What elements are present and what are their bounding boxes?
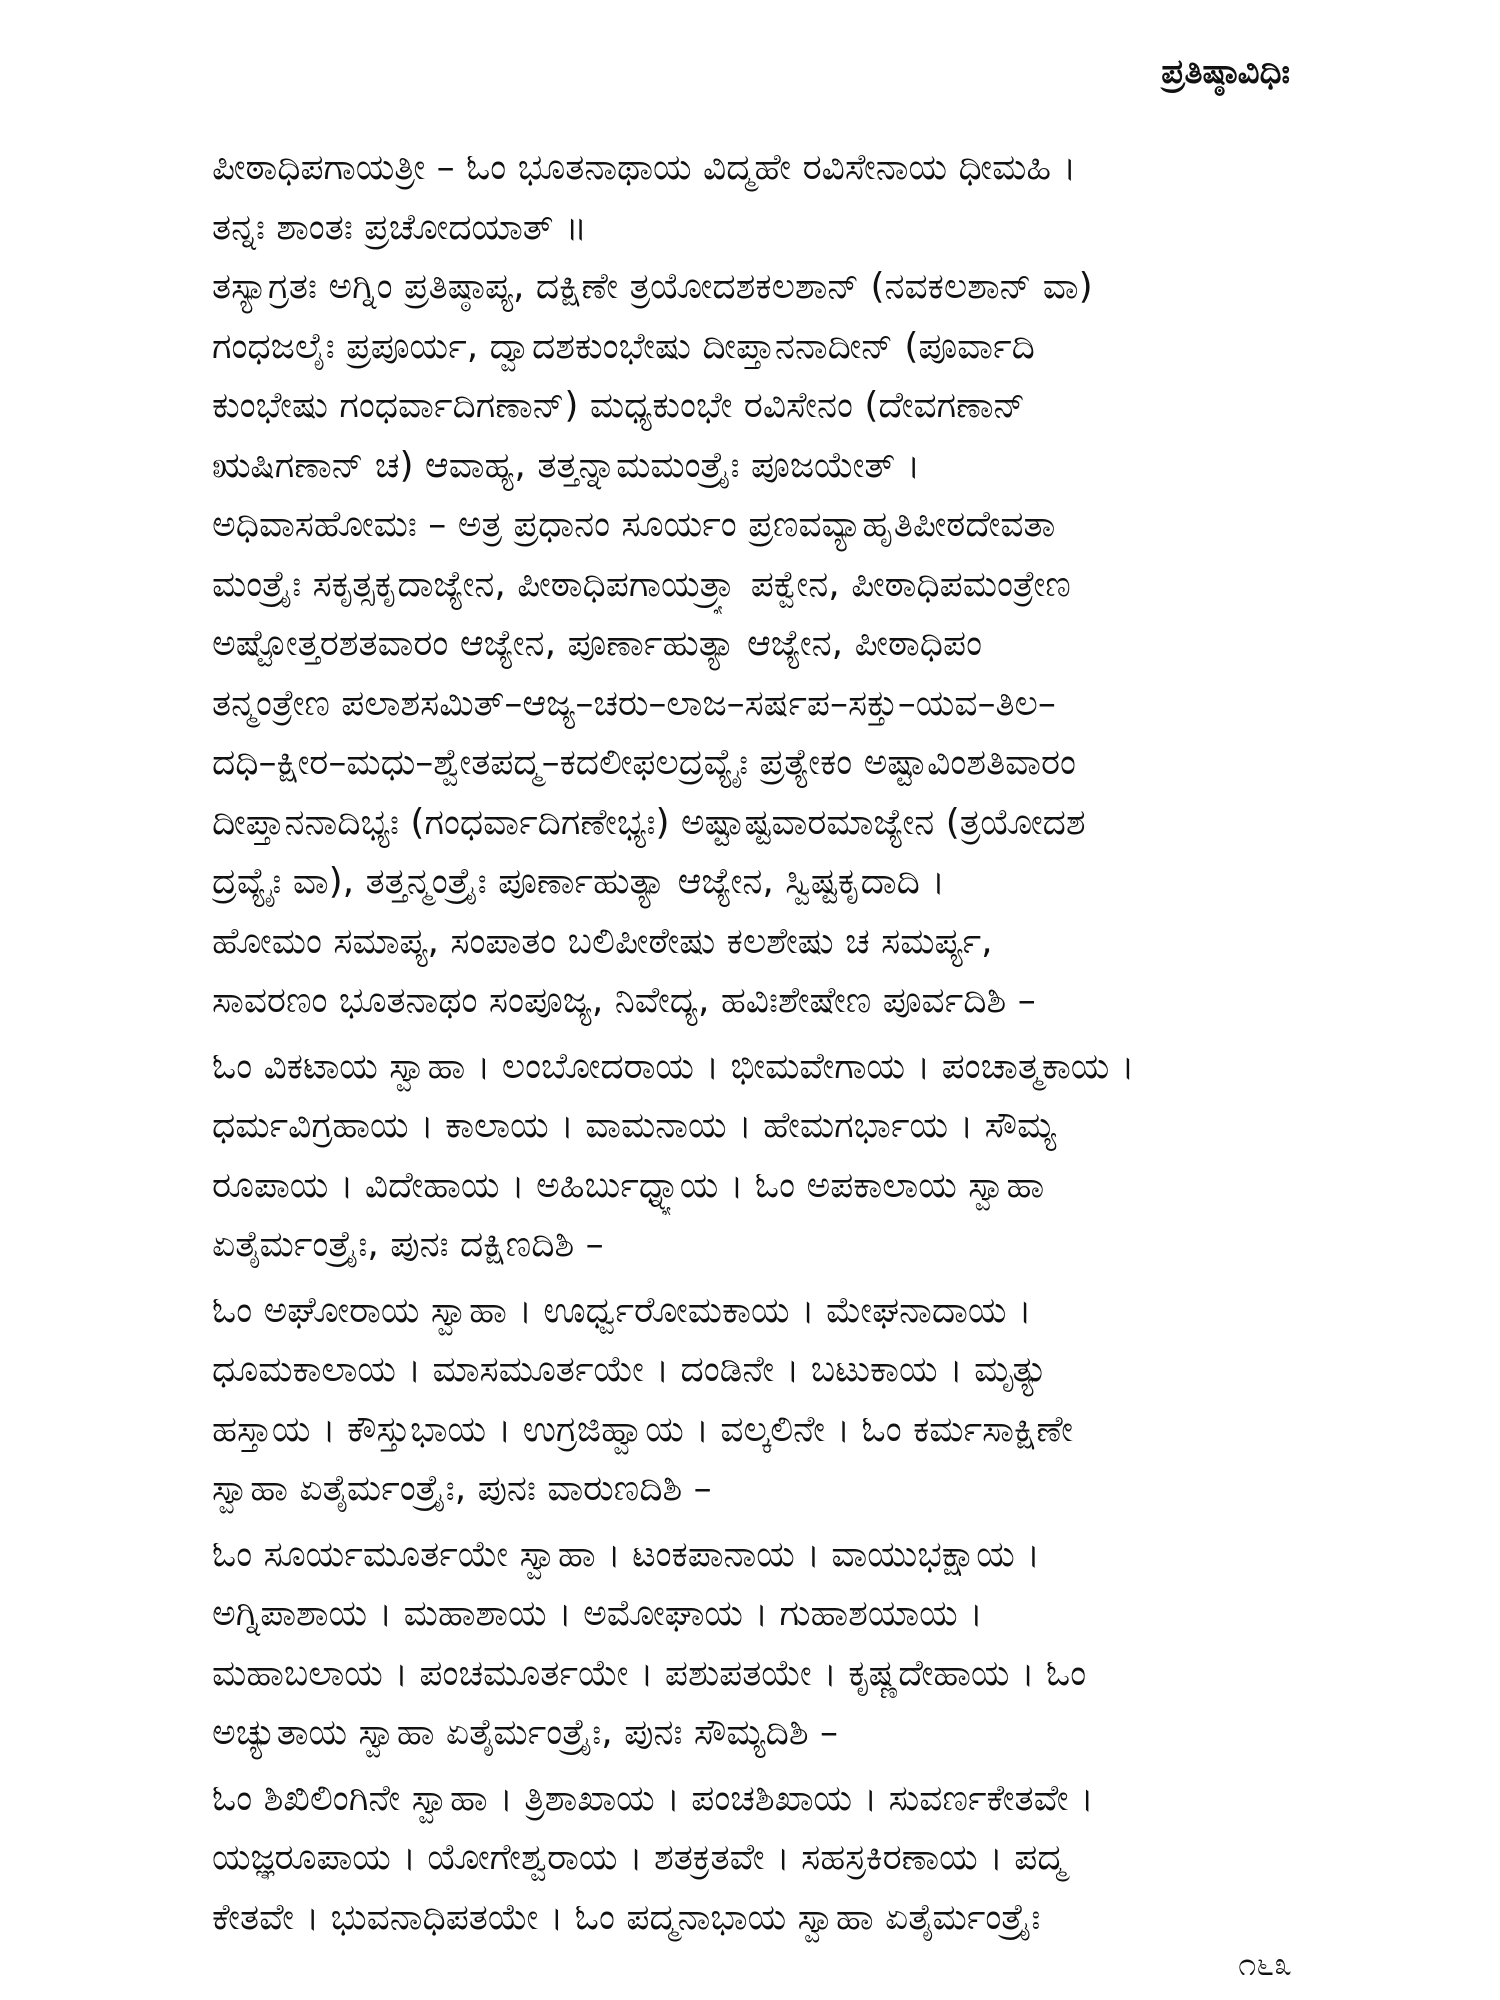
text-line: ಯಜ್ಞರೂಪಾಯ । ಯೋಗೇಶ್ವರಾಯ । ಶತಕ್ರತವೇ । ಸಹಸ್ರಕಿರಣಾಯ । ಪದ್ಮ (212, 1837, 1066, 1878)
text-line: ಅಚ್ಯುತಾಯ ಸ್ವಾಹಾ ಏತೈರ್ಮಂತ್ರೈಃ, ಪುನಃ ಸೌಮ್ಯದಿಶಿ – (212, 1712, 839, 1753)
text-line: ತನ್ನಃ ಶಾಂತಃ ಪ್ರಚೋದಯಾತ್ ॥ (212, 206, 587, 248)
text-line: ಓಂ ಸೂರ್ಯಮೂರ್ತಯೇ ಸ್ವಾಹಾ । ಟಂಕಪಾನಾಯ । ವಾಯುಭಕ್ಷಾಯ । (212, 1533, 1040, 1575)
body-text (212, 138, 1292, 1947)
text-line: ಓಂ ವಿಕಟಾಯ ಸ್ವಾಹಾ । ಲಂಬೋದರಾಯ । ಭೀಮವೇಗಾಯ । ಪಂಚಾತ್ಮಕಾಯ । (212, 1045, 1135, 1087)
text-line: ಧರ್ಮವಿಗ್ರಹಾಯ । ಕಾಲಾಯ । ವಾಮನಾಯ । ಹೇಮಗರ್ಭಾಯ । ಸೌಮ್ಯ (212, 1105, 1057, 1146)
text-line: ಅಧಿವಾಸಹೋಮಃ – ಅತ್ರ ಪ್ರಧಾನಂ ಸೂರ್ಯಂ ಪ್ರಣವವ್ಯಾಹೃತಿಪೀಠದೇವತಾ (212, 504, 1056, 545)
text-line: ಮಂತ್ರೈಃ ಸಕೃತ್ಸಕೃದಾಜ್ಯೇನ, ಪೀಠಾಧಿಪಗಾಯತ್ರ್ಯಾ ಪಕ್ವೇನ, ಪೀಠಾಧಿಪಮಂತ್ರೇಣ (212, 563, 1071, 605)
text-line: ಗಂಧಜಲೈಃ ಪ್ರಪೂರ್ಯ, ದ್ವಾದಶಕುಂಭೇಷು ದೀಪ್ತಾನನಾದೀನ್ (ಪೂರ್ವಾದಿ (212, 325, 1035, 367)
text-line: ಓಂ ಅಘೋರಾಯ ಸ್ವಾಹಾ । ಊರ್ಧ್ವರೋಮಕಾಯ । ಮೇಘನಾದಾಯ । (212, 1289, 1032, 1331)
text-line: ಏತೈರ್ಮಂತ್ರೈಃ, ಪುನಃ ದಕ್ಷಿಣದಿಶಿ – (212, 1224, 604, 1265)
text-line: ಸಾವರಣಂ ಭೂತನಾಥಂ ಸಂಪೂಜ್ಯ, ನಿವೇದ್ಯ, ಹವಿಃಶೇಷೇಣ ಪೂರ್ವದಿಶಿ – (212, 980, 1036, 1021)
text-line: ಕುಂಭೇಷು ಗಂಧರ್ವಾದಿಗಣಾನ್) ಮಧ್ಯಕುಂಭೇ ರವಿಸೇನಂ (ದೇವಗಣಾನ್ (212, 385, 1026, 426)
text-line: ದೀಪ್ತಾನನಾದಿಭ್ಯಃ (ಗಂಧರ್ವಾದಿಗಣೇಭ್ಯಃ) ಅಷ್ಟಾಷ್ಟವಾರಮಾಜ್ಯೇನ (ತ್ರಯೋದಶ (212, 801, 1086, 843)
text-line: ಧೂಮಕಾಲಾಯ । ಮಾಸಮೂರ್ತಯೇ । ದಂಡಿನೇ । ಬಟುಕಾಯ । ಮೃತ್ಯು (212, 1349, 1049, 1390)
text-line: ಹೋಮಂ ಸಮಾಪ್ಯ, ಸಂಪಾತಂ ಬಲಿಪೀಠೇಷು ಕಲಶೇಷು ಚ ಸಮರ್ಪ್ಯ, (212, 920, 993, 962)
text-line: ಪೀಠಾಧಿಪಗಾಯತ್ರೀ – ಓಂ ಭೂತನಾಥಾಯ ವಿದ್ಮಹೇ ರವಿಸೇನಾಯ ಧೀಮಹಿ । (212, 147, 1077, 188)
text-line: ಕೇತವೇ । ಭುವನಾಧಿಪತಯೇ । ಓಂ ಪದ್ಮನಾಭಾಯ ಸ್ವಾಹಾ ಏತೈರ್ಮಂತ್ರೈಃ (212, 1896, 1041, 1938)
text-line: ತಸ್ಯಾಗ್ರತಃ ಅಗ್ನಿಂ ಪ್ರತಿಷ್ಠಾಪ್ಯ, ದಕ್ಷಿಣೇ ತ್ರಯೋದಶಕಲಶಾನ್ (ನವಕಲಶಾನ್ ವಾ) (212, 266, 1093, 307)
text-line: ಅಗ್ನಿಪಾಶಾಯ । ಮಹಾಶಾಯ । ಅಮೋಘಾಯ । ಗುಹಾಶಯಾಯ । (212, 1593, 983, 1634)
page-number: ೧೬೩ (1238, 1945, 1292, 1983)
text-line: ರೂಪಾಯ । ವಿದೇಹಾಯ । ಅಹಿರ್ಬುಧ್ನ್ಯಾಯ । ಓಂ ಅಪಕಾಲಾಯ ಸ್ವಾಹಾ (212, 1164, 1045, 1206)
text-line: ದ್ರವ್ಯೈಃ ವಾ), ತತ್ತನ್ಮಂತ್ರೈಃ ಪೂರ್ಣಾಹುತ್ಯಾ ಆಜ್ಯೇನ, ಸ್ವಿಷ್ಟಕೃದಾದಿ । (212, 861, 945, 902)
text-line: ಅಷ್ಟೋತ್ತರಶತವಾರಂ ಆಜ್ಯೇನ, ಪೂರ್ಣಾಹುತ್ಯಾ ಆಜ್ಯೇನ, ಪೀಠಾಧಿಪಂ (212, 623, 983, 664)
text-line: ದಧಿ–ಕ್ಷೀರ–ಮಧು–ಶ್ವೇತಪದ್ಮ–ಕದಲೀಫಲದ್ರವ್ಯೈಃ ಪ್ರತ್ಯೇಕಂ ಅಷ್ಟಾವಿಂಶತಿವಾರಂ (212, 742, 1076, 783)
text-line: ಹಸ್ತಾಯ । ಕೌಸ್ತುಭಾಯ । ಉಗ್ರಜಿಹ್ವಾಯ । ವಲ್ಕಲಿನೇ । ಓಂ ಕರ್ಮಸಾಕ್ಷಿಣೇ (212, 1408, 1074, 1450)
running-header: ಪ್ರತಿಷ್ಠಾವಿಧಿಃ (1161, 52, 1290, 92)
text-line: ಋಷಿಗಣಾನ್ ಚ) ಆವಾಹ್ಯ, ತತ್ತನ್ನಾಮಮಂತ್ರೈಃ ಪೂಜಯೇತ್ । (212, 444, 921, 486)
text-line: ತನ್ಮಂತ್ರೇಣ ಪಲಾಶಸಮಿತ್–ಆಜ್ಯ–ಚರು–ಲಾಜ–ಸರ್ಷಪ–ಸಕ್ತು–ಯವ–ತಿಲ– (212, 682, 1056, 724)
text-line: ಮಹಾಬಲಾಯ । ಪಂಚಮೂರ್ತಯೇ । ಪಶುಪತಯೇ । ಕೃಷ್ಣದೇಹಾಯ । ಓಂ (212, 1652, 1087, 1694)
text-line: ಸ್ವಾಹಾ ಏತೈರ್ಮಂತ್ರೈಃ, ಪುನಃ ವಾರುಣದಿಶಿ – (212, 1468, 712, 1509)
text-line: ಓಂ ಶಿಖಿಲಿಂಗಿನೇ ಸ್ವಾಹಾ । ತ್ರಿಶಾಖಾಯ । ಪಂಚಶಿಖಾಯ । ಸುವರ್ಣಕೇತವೇ । (212, 1777, 1094, 1819)
